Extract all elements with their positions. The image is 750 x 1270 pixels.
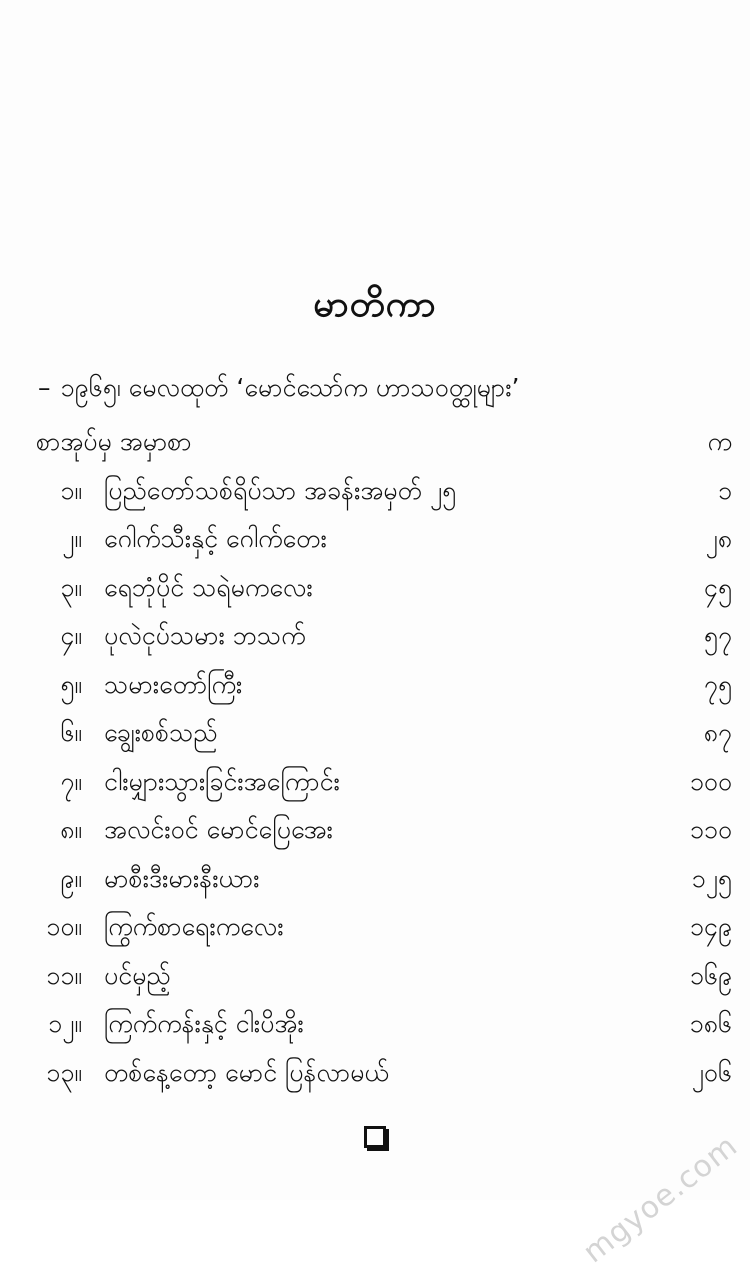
toc-entry (0, 954, 750, 1003)
intro-line (38, 372, 520, 409)
toc-entry-title: ပြည်တော်သစ်ရိပ်သာ အခန်းအမှတ် ၂၅ (104, 475, 457, 505)
toc-entry (0, 1051, 750, 1100)
table-of-contents (0, 420, 750, 1099)
toc-entry-title: ရေဘုံပိုင် သရဲမကလေး (104, 572, 313, 602)
toc-entry-title: ချွေးစစ်သည် (104, 718, 218, 747)
toc-entry (0, 1002, 750, 1051)
intro-text: ၁၉၆၅၊ မေလထုတ် ‘မောင်သော်က ဟာသဝတ္ထုများ’ (60, 373, 520, 402)
toc-entry-title: ငါးမျှားသွားခြင်းအကြောင်း (104, 766, 340, 796)
toc-entry-number: ၆။ (60, 718, 82, 747)
toc-entry-page: ၂၀၆ (691, 1057, 732, 1087)
toc-entry-page: က (707, 427, 732, 456)
toc-entry-title: စာအုပ်မှ အမှာစာ (36, 427, 192, 456)
toc-entry-number: ၄။ (60, 621, 82, 650)
toc-entry-number: ၂။ (62, 524, 82, 553)
toc-entry-number: ၁၂။ (48, 1009, 82, 1038)
toc-entry (0, 663, 750, 712)
toc-entry (0, 905, 750, 954)
toc-entry-title: ဂေါက်သီးနှင့် ဂေါက်တေး (104, 524, 327, 553)
toc-entry-page: ၁၀၀ (689, 766, 732, 796)
toc-entry-title: ကြက်ကန်းနှင့် ငါးပိအိုး (104, 1009, 304, 1038)
toc-entry (0, 857, 750, 906)
toc-entry-page: ၁၁၀ (689, 815, 732, 844)
toc-entry (0, 517, 750, 566)
toc-entry-title: သမားတော်ကြီး (104, 669, 243, 699)
toc-entry-page: ၄၅ (703, 572, 732, 602)
page-title: မာတိကာ (313, 284, 437, 325)
toc-entry-title: မာစီးဒီးမားနီးယား (104, 863, 260, 893)
watermark: mgyoe.com (576, 1128, 744, 1270)
toc-entry-page: ၁၈၆ (689, 1009, 732, 1038)
toc-entry-title: အလင်းဝင် မောင်ပြေအေး (104, 815, 333, 844)
toc-entry-number: ၁၀။ (46, 912, 82, 941)
toc-entry-title: ပင်မှည့် (104, 960, 171, 990)
toc-entry (0, 469, 750, 518)
toc-entry (0, 420, 750, 469)
toc-entry-page: ၅၇ (703, 621, 732, 650)
toc-entry-page: ၁၂၅ (691, 863, 732, 893)
toc-entry-title: ပုလဲငုပ်သမား ဘသက် (104, 621, 306, 650)
hollow-square-icon (364, 1126, 386, 1148)
toc-entry-number: ၃။ (60, 572, 82, 602)
toc-entry-page: ၈၇ (703, 718, 732, 747)
toc-entry-number: ၁၃။ (46, 1057, 82, 1087)
toc-entry-page: ၂၈ (705, 524, 732, 553)
toc-entry-page: ၇၅ (703, 669, 732, 699)
toc-entry-title: တစ်နေ့တော့ မောင် ပြန်လာမယ် (104, 1057, 389, 1087)
toc-entry-number: ၁။ (60, 475, 82, 505)
toc-entry-number: ၁၁။ (46, 960, 82, 990)
toc-entry (0, 614, 750, 663)
toc-entry (0, 760, 750, 809)
toc-entry-page: ၁ (717, 475, 732, 505)
intro-dash: – (38, 373, 51, 402)
toc-entry-page: ၁၄၉ (689, 912, 732, 941)
toc-entry-title: ကြွက်စာရေးကလေး (104, 912, 284, 941)
toc-entry-number: ၇။ (60, 766, 82, 796)
toc-entry-number: ၅။ (60, 669, 82, 699)
toc-entry (0, 566, 750, 615)
toc-entry-number: ၉။ (60, 863, 82, 893)
toc-entry-number: ၈။ (60, 815, 82, 844)
toc-entry (0, 808, 750, 857)
toc-entry-page: ၁၆၉ (689, 960, 732, 990)
toc-entry (0, 711, 750, 760)
